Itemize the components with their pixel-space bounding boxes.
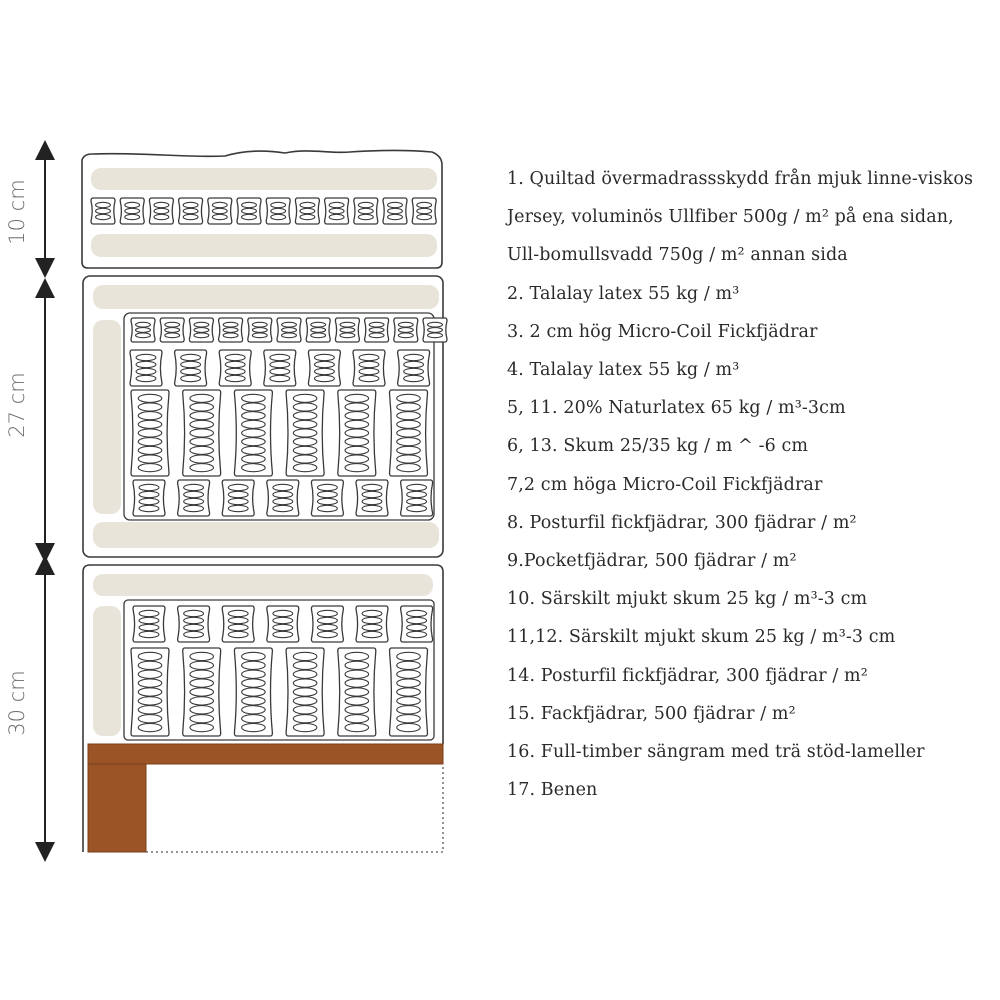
dimension-label-30cm: 30 cm	[5, 670, 29, 736]
legend-item: 10. Särskilt mjukt skum 25 kg / m³-3 cm	[507, 589, 868, 610]
spring-coil	[222, 606, 254, 642]
spring-coil	[353, 350, 385, 386]
spring-coil	[133, 606, 165, 642]
spring-coil	[390, 648, 428, 736]
spring-coil	[130, 350, 162, 386]
spring-coil	[149, 198, 173, 224]
spring-coil	[295, 198, 319, 224]
spring-coil	[338, 648, 376, 736]
spring-coil	[131, 318, 155, 342]
spring-coil	[286, 648, 324, 736]
spring-coil	[338, 390, 376, 476]
spring-coil	[394, 318, 418, 342]
topper-layer	[82, 151, 442, 269]
dimension-label-10cm: 10 cm	[5, 179, 29, 245]
spring-coil	[401, 480, 433, 516]
spring-coil	[266, 198, 290, 224]
legend-item: 14. Posturfil fickfjädrar, 300 fjädrar / m²	[507, 665, 868, 686]
spring-coil	[390, 390, 428, 476]
spring-coil	[267, 606, 299, 642]
legend-item: 4. Talalay latex 55 kg / m³	[507, 360, 740, 381]
spring-coil	[356, 480, 388, 516]
spring-coil	[178, 480, 210, 516]
spring-coil	[183, 390, 221, 476]
spring-coil	[208, 198, 232, 224]
spring-coil	[183, 648, 221, 736]
legend-item: 5, 11. 20% Naturlatex 65 kg / m³-3cm	[507, 398, 846, 419]
spring-coil	[189, 318, 213, 342]
spring-coil	[237, 198, 261, 224]
spring-coil	[131, 648, 169, 736]
wooden-frame-rail	[88, 744, 443, 764]
spring-coil	[178, 606, 210, 642]
legend-list	[507, 160, 997, 809]
spring-coil	[401, 606, 433, 642]
spring-coil	[219, 350, 251, 386]
legend-item: 6, 13. Skum 25/35 kg / m ^ -6 cm	[507, 436, 809, 457]
base-side-foam	[93, 606, 121, 736]
wooden-leg	[88, 764, 146, 852]
spring-coil	[91, 198, 115, 224]
spring-coil	[354, 198, 378, 224]
spring-coil	[365, 318, 389, 342]
spring-coil	[160, 318, 184, 342]
dimension-label-27cm: 27 cm	[5, 372, 29, 438]
spring-coil	[335, 318, 359, 342]
spring-coil	[325, 198, 349, 224]
legend-item: 1. Quiltad övermadrassskydd från mjuk linne-viskos	[507, 169, 974, 189]
mattress-layer	[83, 276, 447, 557]
spring-coil	[383, 198, 407, 224]
spring-coil	[248, 318, 272, 342]
spring-coil	[267, 480, 299, 516]
spring-coil	[423, 318, 447, 342]
spring-coil	[308, 350, 340, 386]
legend-item: 11,12. Särskilt mjukt skum 25 kg / m³-3 cm	[507, 627, 896, 648]
legend-item: 16. Full-timber sängram med trä stöd-lameller	[507, 742, 925, 763]
spring-coil	[311, 606, 343, 642]
legend-item: 3. 2 cm hög Micro-Coil Fickfjädrar	[507, 321, 818, 342]
legend-item: 2. Talalay latex 55 kg / m³	[507, 283, 740, 304]
spring-coil	[277, 318, 301, 342]
spring-coil	[412, 198, 436, 224]
spring-coil	[286, 390, 324, 476]
legend-item: 15. Fackfjädrar, 500 fjädrar / m²	[507, 703, 796, 724]
spring-coil	[234, 390, 272, 476]
spring-coil	[306, 318, 330, 342]
topper-bottom-pad	[91, 234, 437, 257]
mattress-latex-top	[93, 285, 439, 309]
spring-coil	[131, 390, 169, 476]
mattress-latex-bottom	[93, 522, 439, 548]
spring-coil	[222, 480, 254, 516]
spring-coil	[234, 648, 272, 736]
topper-quilt-pad	[91, 168, 437, 190]
spring-coil	[264, 350, 296, 386]
mattress-side-foam	[93, 320, 121, 514]
legend-item: Jersey, voluminös Ullfiber 500g / m² på ena sidan,	[507, 207, 954, 228]
spring-coil	[133, 480, 165, 516]
spring-coil	[120, 198, 144, 224]
legend-item: 8. Posturfil fickfjädrar, 300 fjädrar / m²	[507, 512, 857, 533]
spring-coil	[179, 198, 203, 224]
legend-item: Ull-bomullsvadd 750g / m² annan sida	[507, 245, 848, 266]
spring-coil	[219, 318, 243, 342]
spring-coil	[311, 480, 343, 516]
legend-item: 9.Pocketfjädrar, 500 fjädrar / m²	[507, 551, 797, 572]
spring-coil	[356, 606, 388, 642]
base-top-foam	[93, 574, 433, 596]
spring-coil	[175, 350, 207, 386]
legend-item: 17. Benen	[507, 780, 598, 801]
mattress-cross-section-diagram	[0, 0, 460, 1000]
spring-coil	[398, 350, 430, 386]
legend-item: 7,2 cm höga Micro-Coil Fickfjädrar	[507, 474, 823, 495]
base-layer	[83, 565, 443, 852]
